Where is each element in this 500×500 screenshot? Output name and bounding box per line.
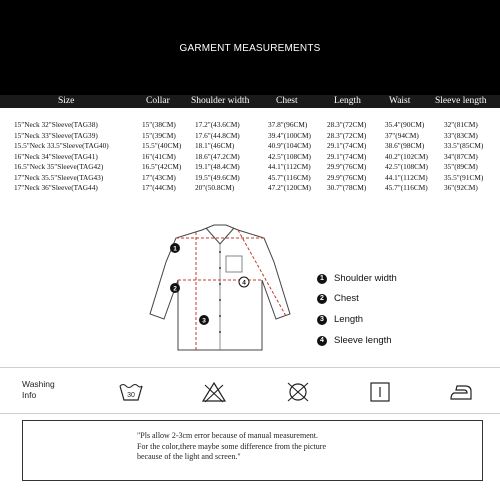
table-cell: 29.1"(74CM): [327, 141, 367, 150]
table-cell: 15"Neck 32"Sleeve(TAG38): [14, 120, 98, 129]
table-cell: 39.4"(100CM): [268, 130, 311, 140]
table-cell: 30.7"(78CM): [327, 183, 367, 192]
table-cell: 45.7"(116CM): [385, 183, 428, 192]
table-cell: 15"(39CM): [142, 130, 176, 140]
no-bleach-icon: [201, 380, 227, 404]
table-cell: 47.2"(120CM): [268, 183, 311, 192]
measurement-note: "Pls allow 2-3cm error because of manual measurement. For the color,there maybe some difference from the picture because of the light and screen.": [137, 431, 327, 461]
table-cell: 42.5"(108CM): [268, 151, 311, 161]
table-cell: 37.8"(96CM): [268, 120, 308, 129]
legend-item-chest: [317, 292, 487, 306]
table-cell: 29.1"(74CM): [327, 151, 367, 161]
note-box: [22, 420, 483, 481]
table-cell: 34"(87CM): [444, 151, 478, 161]
marker-1-number: 1: [173, 245, 177, 253]
shirt-diagram: [140, 222, 300, 352]
column-header-length: Length: [334, 96, 361, 106]
table-cell: 28.3"(72CM): [327, 130, 367, 140]
table-cell: 40.9"(104CM): [268, 141, 311, 150]
legend-item-shoulder-width: [317, 272, 487, 286]
table-cell: 15"(38CM): [142, 120, 176, 129]
table-cell: 18.1"(46CM): [195, 141, 235, 150]
column-header-size: Size: [58, 96, 75, 106]
table-row: [0, 162, 500, 172]
legend-label-chest: Chest: [334, 293, 359, 304]
column-header-chest: Chest: [276, 96, 298, 106]
table-cell: 29.9"(76CM): [327, 172, 367, 182]
legend-badge-3: 3: [317, 315, 327, 325]
legend-badge-2: 2: [317, 294, 327, 304]
table-cell: 16.5"Neck 35"Sleeve(TAG42): [14, 162, 104, 171]
wash-30-icon: [118, 380, 144, 404]
marker-3-number: 3: [202, 317, 206, 325]
table-cell: 19.5"(49.6CM): [195, 172, 240, 182]
table-row: [0, 131, 500, 141]
table-cell: 35.5"(91CM): [444, 172, 484, 182]
wash-temperature: 30: [127, 392, 135, 399]
washing-info-label: Washing Info: [22, 379, 55, 400]
legend-label-shoulder-width: Shoulder width: [334, 273, 397, 284]
table-cell: 35"(89CM): [444, 162, 478, 171]
no-tumble-dry-icon: [285, 380, 311, 404]
column-header-collar: Collar: [146, 96, 170, 106]
legend-item-sleeve-length: [317, 334, 487, 348]
table-cell: 44.1"(112CM): [385, 172, 428, 182]
table-cell: 38.6"(98CM): [385, 141, 425, 150]
table-cell: 42.5"(108CM): [385, 162, 428, 171]
table-cell: 29.9"(76CM): [327, 162, 367, 171]
table-cell: 16.5"(42CM): [142, 162, 182, 171]
table-row: [0, 152, 500, 162]
table-header-background: [0, 95, 500, 108]
table-cell: 15"Neck 33"Sleeve(TAG39): [14, 130, 98, 140]
table-cell: 15.5"Neck 33.5"Sleeve(TAG40): [14, 141, 109, 150]
table-cell: 17"(44CM): [142, 183, 176, 192]
column-header-waist: Waist: [389, 96, 411, 106]
table-cell: 40.2"(102CM): [385, 151, 428, 161]
table-cell: 44.1"(112CM): [268, 162, 311, 171]
table-cell: 18.6"(47.2CM): [195, 151, 240, 161]
legend-label-length: Length: [334, 314, 364, 325]
table-row: [0, 183, 500, 193]
divider-bottom: [0, 413, 500, 414]
table-cell: 28.3"(72CM): [327, 120, 367, 129]
table-cell: 45.7"(116CM): [268, 172, 311, 182]
divider-top: [0, 367, 500, 368]
table-cell: 17"Neck 36"Sleeve(TAG44): [14, 183, 98, 192]
table-cell: 17.6"(44.8CM): [195, 130, 240, 140]
low-iron-icon: [448, 380, 474, 404]
table-cell: 32"(81CM): [444, 120, 478, 129]
hang-dry-icon: [367, 380, 393, 404]
table-cell: 37"(94CM): [385, 130, 419, 140]
table-cell: 35.4"(90CM): [385, 120, 425, 129]
legend-badge-4: 4: [317, 336, 327, 346]
legend-badge-1: 1: [317, 274, 327, 284]
table-cell: 19.1"(48.4CM): [195, 162, 240, 171]
table-cell: 33.5"(85CM): [444, 141, 484, 150]
table-cell: 16"Neck 34"Sleeve(TAG41): [14, 151, 98, 161]
legend-label-sleeve-length: Sleeve length: [334, 335, 392, 346]
table-cell: 36"(92CM): [444, 183, 478, 192]
shirt-illustration: [140, 222, 300, 352]
column-header-sleeve-length: Sleeve length: [435, 96, 487, 106]
marker-2-number: 2: [173, 285, 177, 293]
table-cell: 17"(43CM): [142, 172, 176, 182]
marker-4-number: 4: [242, 279, 246, 287]
table-cell: 20"(50.8CM): [195, 183, 235, 192]
table-cell: 15.5"(40CM): [142, 141, 182, 150]
header-banner: [0, 0, 500, 100]
table-cell: 17.2"(43.6CM): [195, 120, 240, 129]
table-row: [0, 141, 500, 151]
page-title: GARMENT MEASUREMENTS: [179, 43, 321, 54]
table-header: [0, 95, 500, 109]
table-row: [0, 120, 500, 130]
legend-item-length: [317, 313, 487, 327]
column-header-shoulder-width: Shoulder width: [191, 96, 250, 106]
table-row: [0, 173, 500, 183]
table-cell: 17"Neck 35.5"Sleeve(TAG43): [14, 172, 104, 182]
table-cell: 33"(83CM): [444, 130, 478, 140]
table-cell: 16"(41CM): [142, 151, 176, 161]
